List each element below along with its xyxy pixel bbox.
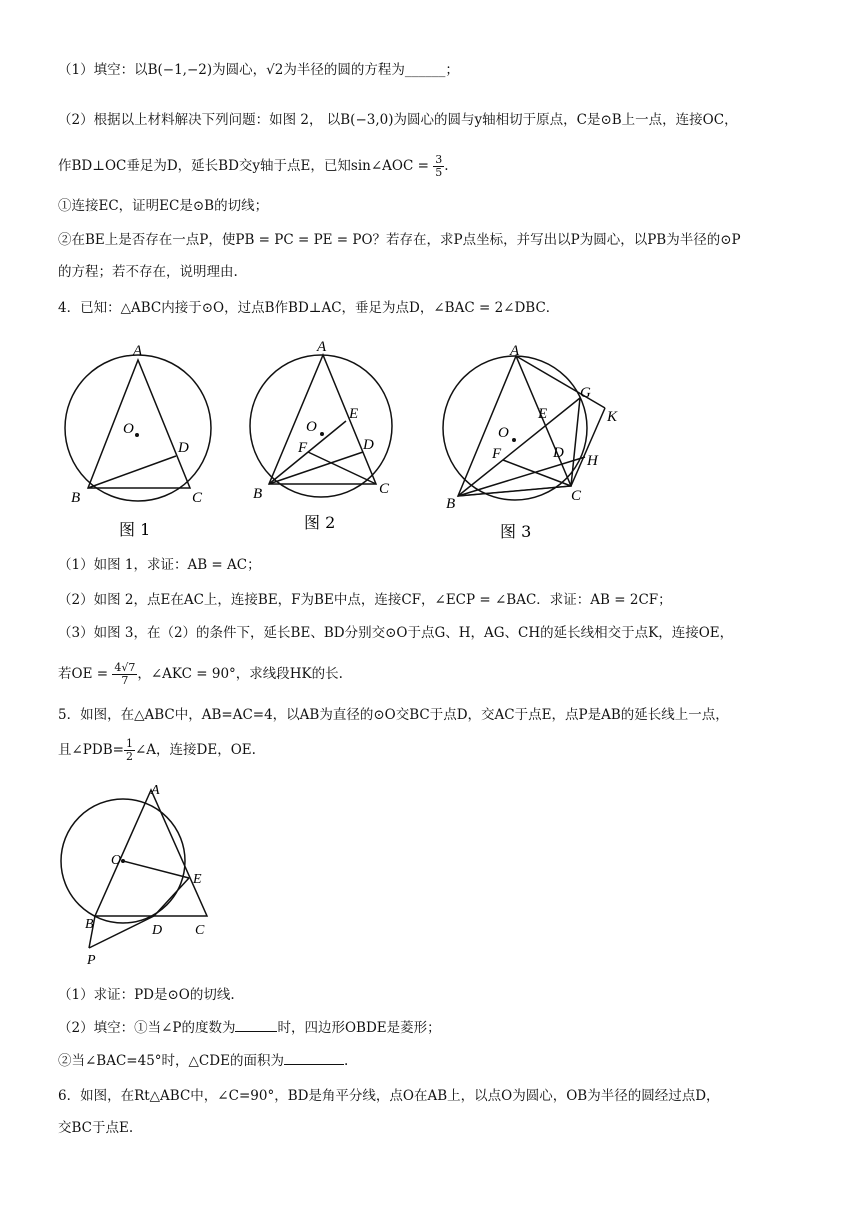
fraction: $\frac{3}{5}$: [435, 153, 443, 179]
q4-part3-cont: 若OE = $\frac{4√7}{7}$ ，∠AKC = 90°，求线段HK的长.: [58, 661, 343, 687]
fig3-label-e: E: [538, 406, 548, 422]
fig1-caption: 图 1: [119, 520, 151, 539]
fig3-label-o: O: [498, 425, 509, 441]
q3-part2: （2）根据以上材料解决下列问题：如图 2， 以B(−3,0)为圆心的圆与y轴相切于原点，C是⊙B上一点，连接OC，: [58, 112, 738, 128]
fig5-label-a: A: [151, 783, 160, 798]
fig2-triangle: [269, 355, 376, 484]
q3-part1: （1）填空：以B(−1,−2)为圆心，√2为半径的圆的方程为______；: [58, 62, 459, 78]
fig1-label-a: A: [133, 343, 143, 359]
fig3-label-k: K: [607, 409, 618, 425]
fig1-label-o: O: [123, 421, 134, 437]
fig5-label-d: D: [152, 923, 163, 938]
figure-1: [55, 340, 230, 545]
fig3-label-a: A: [510, 345, 520, 359]
q4-part3: （3）如图 3，在（2）的条件下，延长BE、BD分别交⊙O于点G、H，AG、CH的延长线相交于点K，连接OE，: [58, 625, 734, 641]
fraction: $\frac{1}{2}$: [125, 737, 133, 763]
fig5-oe: [123, 861, 189, 878]
fig2-circle: [250, 355, 392, 497]
fig5-label-e: E: [193, 872, 202, 887]
fig2-bd: [269, 452, 363, 484]
q3-sub2-cont: 的方程；若不存在，说明理由.: [58, 264, 238, 280]
fig5-pd: [89, 916, 154, 948]
fig2-label-d: D: [363, 437, 374, 453]
figure-2: [240, 338, 410, 538]
fig5-center-dot: [121, 859, 125, 863]
fig2-label-b: B: [253, 486, 263, 502]
fig2-label-f: F: [298, 440, 308, 456]
q5-stem-cont: 且∠PDB= $\frac{1}{2}$ ∠A，连接DE，OE.: [58, 737, 256, 763]
fig1-center-dot: [135, 433, 139, 437]
q4-part2: （2）如图 2，点E在AC上，连接BE，F为BE中点，连接CF，∠ECP = ∠BAC．求证：AB = 2CF；: [58, 592, 672, 608]
q4-stem: 4．已知：△ABC内接于⊙O，过点B作BD⊥AC，垂足为点D，∠BAC = 2∠DBC．: [58, 300, 560, 316]
fig5-label-b: B: [85, 917, 94, 932]
fig3-triangle: [458, 356, 571, 496]
fig3-ch-ext: [571, 408, 605, 486]
fig3-label-h: H: [587, 453, 598, 469]
fig2-center-dot: [320, 432, 324, 436]
q3-sub2: ②在BE上是否存在一点P，使PB = PC = PE = PO？若存在，求P点坐标，并写出以P为圆心，以PB为半径的⊙P: [58, 232, 741, 248]
figure-5: [55, 778, 225, 973]
fig5-de: [154, 878, 189, 916]
fig3-gc: [571, 398, 580, 486]
fig1-circle: [65, 355, 211, 501]
fig1-label-b: B: [71, 490, 81, 506]
q6-stem-cont: 交BC于点E.: [58, 1120, 134, 1136]
fig3-label-f: F: [492, 446, 502, 462]
fig3-label-b: B: [446, 496, 456, 512]
q5-part1: （1）求证：PD是⊙O的切线.: [58, 987, 235, 1003]
fig2-caption: 图 2: [304, 513, 336, 532]
fig5-label-o: O: [111, 853, 122, 868]
fraction: $\frac{4√7}{7}$: [114, 661, 136, 687]
fig5-label-c: C: [195, 923, 205, 938]
fig1-bd: [88, 456, 176, 488]
fig2-label-e: E: [349, 406, 359, 422]
fig3-label-g: G: [580, 385, 591, 401]
q5-stem: 5．如图，在△ABC中，AB=AC=4，以AB为直径的⊙O交BC于点D，交AC于点E，点P是AB的延长线上一点，: [58, 707, 729, 723]
fig1-label-c: C: [192, 490, 203, 506]
fig3-label-d: D: [553, 445, 564, 461]
fig3-label-c: C: [571, 488, 582, 504]
q3-part2-cont: 作BD⊥OC垂足为D，延长BD交y轴于点E，已知sin∠AOC = $\frac{3}{5}$ .: [58, 153, 449, 179]
fig3-center-dot: [512, 438, 516, 442]
q3-sub1: ①连接EC，证明EC是⊙B的切线；: [58, 198, 269, 214]
fig5-label-p: P: [87, 953, 96, 968]
q5-part2: （2）填空：①当∠P的度数为 时，四边形OBDE是菱形；: [58, 1017, 441, 1038]
fig1-label-d: D: [178, 440, 189, 456]
fig3-ag-ext: [516, 356, 605, 408]
fig3-caption: 图 3: [500, 522, 532, 541]
fig2-label-a: A: [317, 339, 327, 355]
q4-part1: （1）如图 1，求证：AB = AC；: [58, 557, 261, 573]
fig2-label-c: C: [379, 481, 390, 497]
figure-3: [430, 345, 635, 545]
answer-blank[interactable]: [235, 1017, 277, 1032]
answer-blank[interactable]: [284, 1050, 344, 1065]
q5-part2-b: ②当∠BAC=45°时，△CDE的面积为 .: [58, 1050, 348, 1071]
q6-stem: 6．如图，在Rt△ABC中，∠C=90°，BD是角平分线，点O在AB上，以点O为圆心，OB为半径的圆经过点D，: [58, 1088, 720, 1104]
fig2-label-o: O: [306, 419, 317, 435]
